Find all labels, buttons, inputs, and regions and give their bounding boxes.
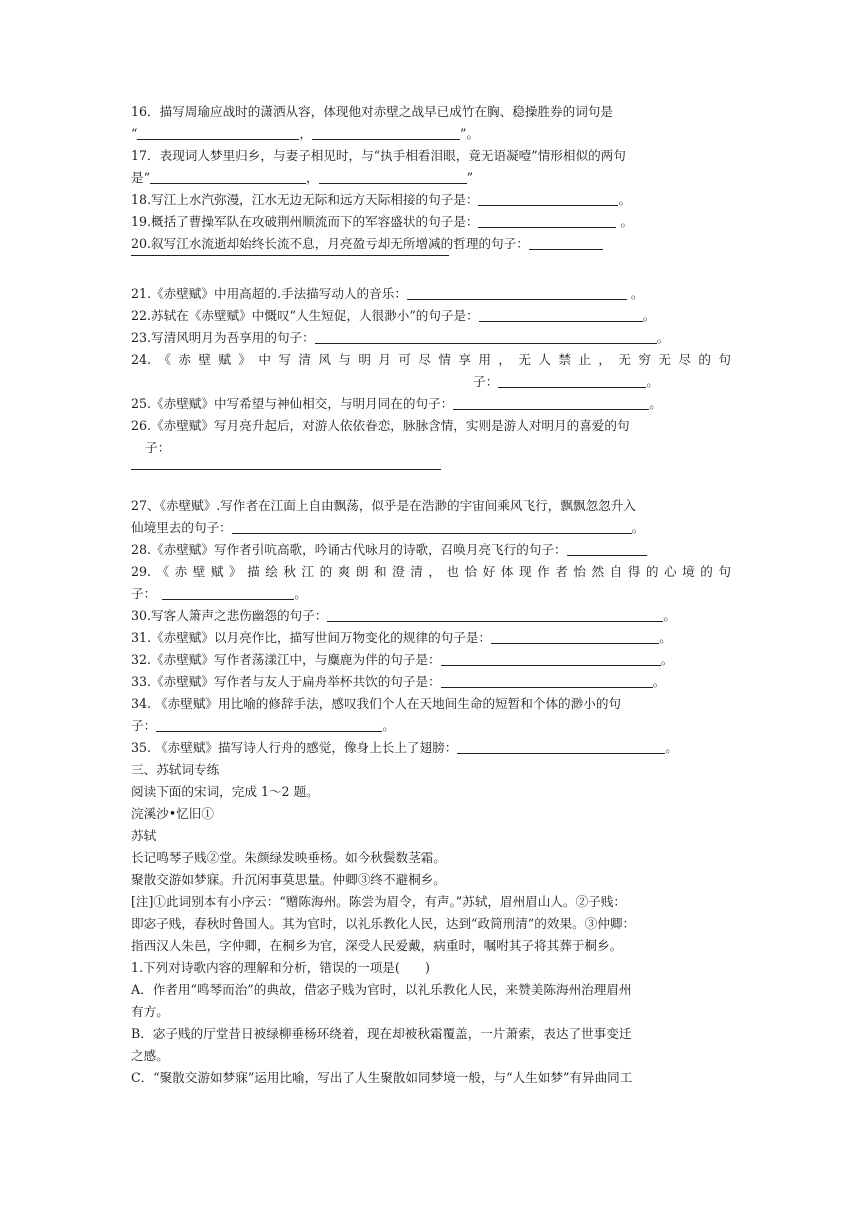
period: 。 bbox=[652, 674, 666, 689]
answer-blank[interactable] bbox=[478, 191, 618, 206]
question-text: 35. 《赤壁赋》描写诗人行舟的感觉，像身上长上了翅膀： bbox=[131, 740, 458, 755]
answer-blank[interactable] bbox=[131, 469, 441, 470]
period: 。 bbox=[618, 192, 632, 207]
question-34-answer-line bbox=[131, 715, 731, 737]
question-text: 17．表现词人梦里归乡，与妻子相见时，与“执手相看泪眼，竟无语凝噎”情形相似的两句 bbox=[131, 148, 626, 163]
question-20 bbox=[131, 233, 731, 255]
poem-title: 浣溪沙•忆旧① bbox=[131, 806, 214, 821]
question-text: 31.《赤壁赋》以月亮作比，描写世间万物变化的规律的句子是： bbox=[131, 630, 492, 645]
question-text: 32.《赤壁赋》写作者荡漾江中，与麋鹿为伴的句子是： bbox=[131, 652, 441, 667]
answer-blank[interactable] bbox=[232, 519, 632, 534]
answer-blank[interactable] bbox=[478, 213, 616, 228]
answer-prefix: 子： bbox=[131, 586, 157, 601]
separator: ， bbox=[306, 170, 319, 185]
question-text: 16．描写周瑜应战时的潇洒从容，体现他对赤壁之战早已成竹在胸、稳操胜券的词句是 bbox=[131, 104, 613, 119]
period: 。 bbox=[660, 652, 674, 667]
question-34 bbox=[131, 693, 731, 715]
poem-note-line: 指西汉人朱邑，字仲卿，在桐乡为官，深受人民爱戴，病重时，嘱咐其子将其葬于桐乡。 bbox=[131, 938, 623, 953]
period: 。 bbox=[646, 374, 659, 389]
answer-blank[interactable] bbox=[457, 739, 665, 754]
option-c[interactable]: C．“聚散交游如梦寐”运用比喻，写出了人生聚散如同梦境一般，与“人生如梦”有异曲同工 bbox=[131, 1070, 633, 1085]
period: 。 bbox=[659, 630, 672, 645]
poem-line-1: 长记鸣琴子贱②堂。朱颜绿发映垂杨。如今秋鬓数茎霜。 bbox=[131, 850, 446, 865]
answer-blank[interactable] bbox=[319, 169, 467, 184]
answer-blank[interactable] bbox=[441, 651, 661, 666]
question-20-answer-rule bbox=[131, 255, 731, 271]
question-text: 21.《赤壁赋》中用高超的.手法描写动人的音乐： bbox=[131, 286, 407, 301]
answer-prefix: 子： bbox=[473, 374, 499, 389]
question-27-answer-line bbox=[131, 517, 731, 539]
answer-blank[interactable] bbox=[150, 169, 306, 184]
quote-close: ” bbox=[466, 170, 474, 185]
answer-prefix: 子： bbox=[131, 718, 157, 733]
question-text: 24.《赤壁赋》中写清风与明月可尽情享用，无人禁止，无穷无尽的句 bbox=[131, 352, 731, 367]
question-text: 29.《赤壁赋》描绘秋江的爽朗和澄清，也恰好体现作者怡然自得的心境的句 bbox=[131, 564, 731, 579]
question-29 bbox=[131, 561, 731, 583]
question-text: 23.写清风明月为吾享用的句子： bbox=[131, 330, 315, 345]
option-a-continued: 有方。 bbox=[131, 1004, 169, 1019]
quote-close: ”。 bbox=[460, 126, 480, 141]
period: 。 bbox=[631, 520, 645, 535]
question-25 bbox=[131, 393, 731, 415]
answer-blank[interactable] bbox=[491, 629, 659, 644]
answer-blank[interactable] bbox=[312, 125, 460, 140]
period: 。 bbox=[294, 586, 307, 601]
answer-blank[interactable] bbox=[407, 285, 627, 300]
document-page bbox=[131, 101, 731, 1089]
question-35 bbox=[131, 737, 731, 759]
period: 。 bbox=[616, 214, 634, 229]
answer-blank[interactable] bbox=[327, 607, 663, 622]
question-16-answer-line bbox=[131, 123, 731, 145]
answer-prefix: 仙境里去的句子： bbox=[131, 520, 232, 535]
question-31 bbox=[131, 627, 731, 649]
answer-blank[interactable] bbox=[162, 585, 294, 600]
quote-open: 是“ bbox=[131, 170, 151, 185]
question-17 bbox=[131, 145, 731, 167]
period: 。 bbox=[665, 740, 678, 755]
answer-blank[interactable] bbox=[131, 255, 449, 256]
poem-line-2: 聚散交游如梦寐。升沉闲事莫思量。仲卿③终不避桐乡。 bbox=[131, 872, 446, 887]
question-1-stem: 1.下列对诗歌内容的理解和分析，错误的一项是( ) bbox=[131, 960, 430, 975]
question-33 bbox=[131, 671, 731, 693]
option-a[interactable]: A．作者用“鸣琴而治”的典故，借宓子贱为官时，以礼乐教化人民，来赞美陈海州治理眉州 bbox=[131, 982, 632, 997]
question-26-answer-rule bbox=[131, 469, 731, 485]
question-text: 34. 《赤壁赋》用比喻的修辞手法，感叹我们个人在天地间生命的短暂和个体的渺小的句 bbox=[131, 696, 622, 711]
answer-blank[interactable] bbox=[441, 673, 653, 688]
answer-blank[interactable] bbox=[315, 329, 657, 344]
question-text: 25.《赤壁赋》中写希望与神仙相交，与明月同在的句子： bbox=[131, 396, 454, 411]
separator: ， bbox=[299, 126, 313, 141]
question-text: 22.苏轼在《赤壁赋》中慨叹“人生短促，人很渺小”的句子是： bbox=[131, 308, 479, 323]
question-text: 28.《赤壁赋》写作者引吭高歌，吟诵古代咏月的诗歌，召唤月亮飞行的句子： bbox=[131, 542, 567, 557]
question-17-answer-line bbox=[131, 167, 731, 189]
option-b[interactable]: B．宓子贱的厅堂昔日被绿柳垂杨环绕着，现在却被秋霜覆盖，一片萧索，表达了世事变迁 bbox=[131, 1026, 632, 1041]
poem-note-line: 即宓子贱，春秋时鲁国人。其为官时，以礼乐教化人民，达到“政简刑清”的效果。③仲卿： bbox=[131, 916, 636, 931]
answer-blank[interactable] bbox=[567, 541, 647, 556]
question-28 bbox=[131, 539, 731, 561]
section-heading: 三、苏轼词专练 bbox=[131, 762, 220, 777]
question-18 bbox=[131, 189, 731, 211]
question-26 bbox=[131, 415, 731, 437]
reading-instruction: 阅读下面的宋词，完成 1～2 题。 bbox=[131, 784, 319, 799]
question-26-answer-line bbox=[131, 437, 731, 459]
period: 。 bbox=[663, 608, 676, 623]
poem-note-line: [注]①此词别本有小序云：“赠陈海州。陈尝为眉令，有声。”苏轼，眉州眉山人。②子贱： bbox=[131, 894, 626, 909]
question-16 bbox=[131, 101, 731, 123]
question-text: 18.写江上水汽弥漫，江水无边无际和远方天际相接的句子是： bbox=[131, 192, 479, 207]
question-27 bbox=[131, 495, 731, 517]
question-19 bbox=[131, 211, 731, 233]
poem-author: 苏轼 bbox=[131, 828, 157, 843]
question-23 bbox=[131, 327, 731, 349]
question-text: 33.《赤壁赋》写作者与友人于扁舟举杯共饮的句子是： bbox=[131, 674, 441, 689]
question-text: 26.《赤壁赋》写月亮升起后，对游人依依眷恋，脉脉含情，实则是游人对明月的喜爱的句 bbox=[131, 418, 630, 433]
question-24-answer-line bbox=[131, 371, 731, 393]
answer-prefix: 子： bbox=[145, 440, 171, 455]
answer-blank[interactable] bbox=[529, 235, 603, 250]
period: 。 bbox=[626, 286, 644, 301]
question-text: 30.写客人箫声之悲伤幽怨的句子： bbox=[131, 608, 328, 623]
question-30 bbox=[131, 605, 731, 627]
question-21 bbox=[131, 283, 731, 305]
question-text: 19.概括了曹操军队在攻破荆州顺流而下的军容盛状的句子是： bbox=[131, 214, 479, 229]
answer-blank[interactable] bbox=[498, 373, 646, 388]
period: 。 bbox=[649, 396, 662, 411]
question-text: 20.叙写江水流逝却始终长流不息，月亮盈亏却无所增减的哲理的句子： bbox=[131, 236, 529, 251]
question-29-answer-line bbox=[131, 583, 731, 605]
question-24 bbox=[131, 349, 731, 371]
answer-blank[interactable] bbox=[137, 125, 299, 140]
period: 。 bbox=[656, 330, 670, 345]
answer-blank[interactable] bbox=[156, 717, 382, 732]
period: 。 bbox=[382, 718, 395, 733]
question-32 bbox=[131, 649, 731, 671]
option-b-continued: 之感。 bbox=[131, 1048, 169, 1063]
answer-blank[interactable] bbox=[453, 395, 649, 410]
answer-blank[interactable] bbox=[479, 307, 643, 322]
question-22 bbox=[131, 305, 731, 327]
period: 。 bbox=[642, 308, 656, 323]
quote-open: “ bbox=[131, 126, 138, 141]
question-text: 27、《赤壁赋》.写作者在江面上自由飘荡，似乎是在浩渺的宇宙间乘风飞行，飘飘忽忽升入 bbox=[131, 498, 636, 513]
